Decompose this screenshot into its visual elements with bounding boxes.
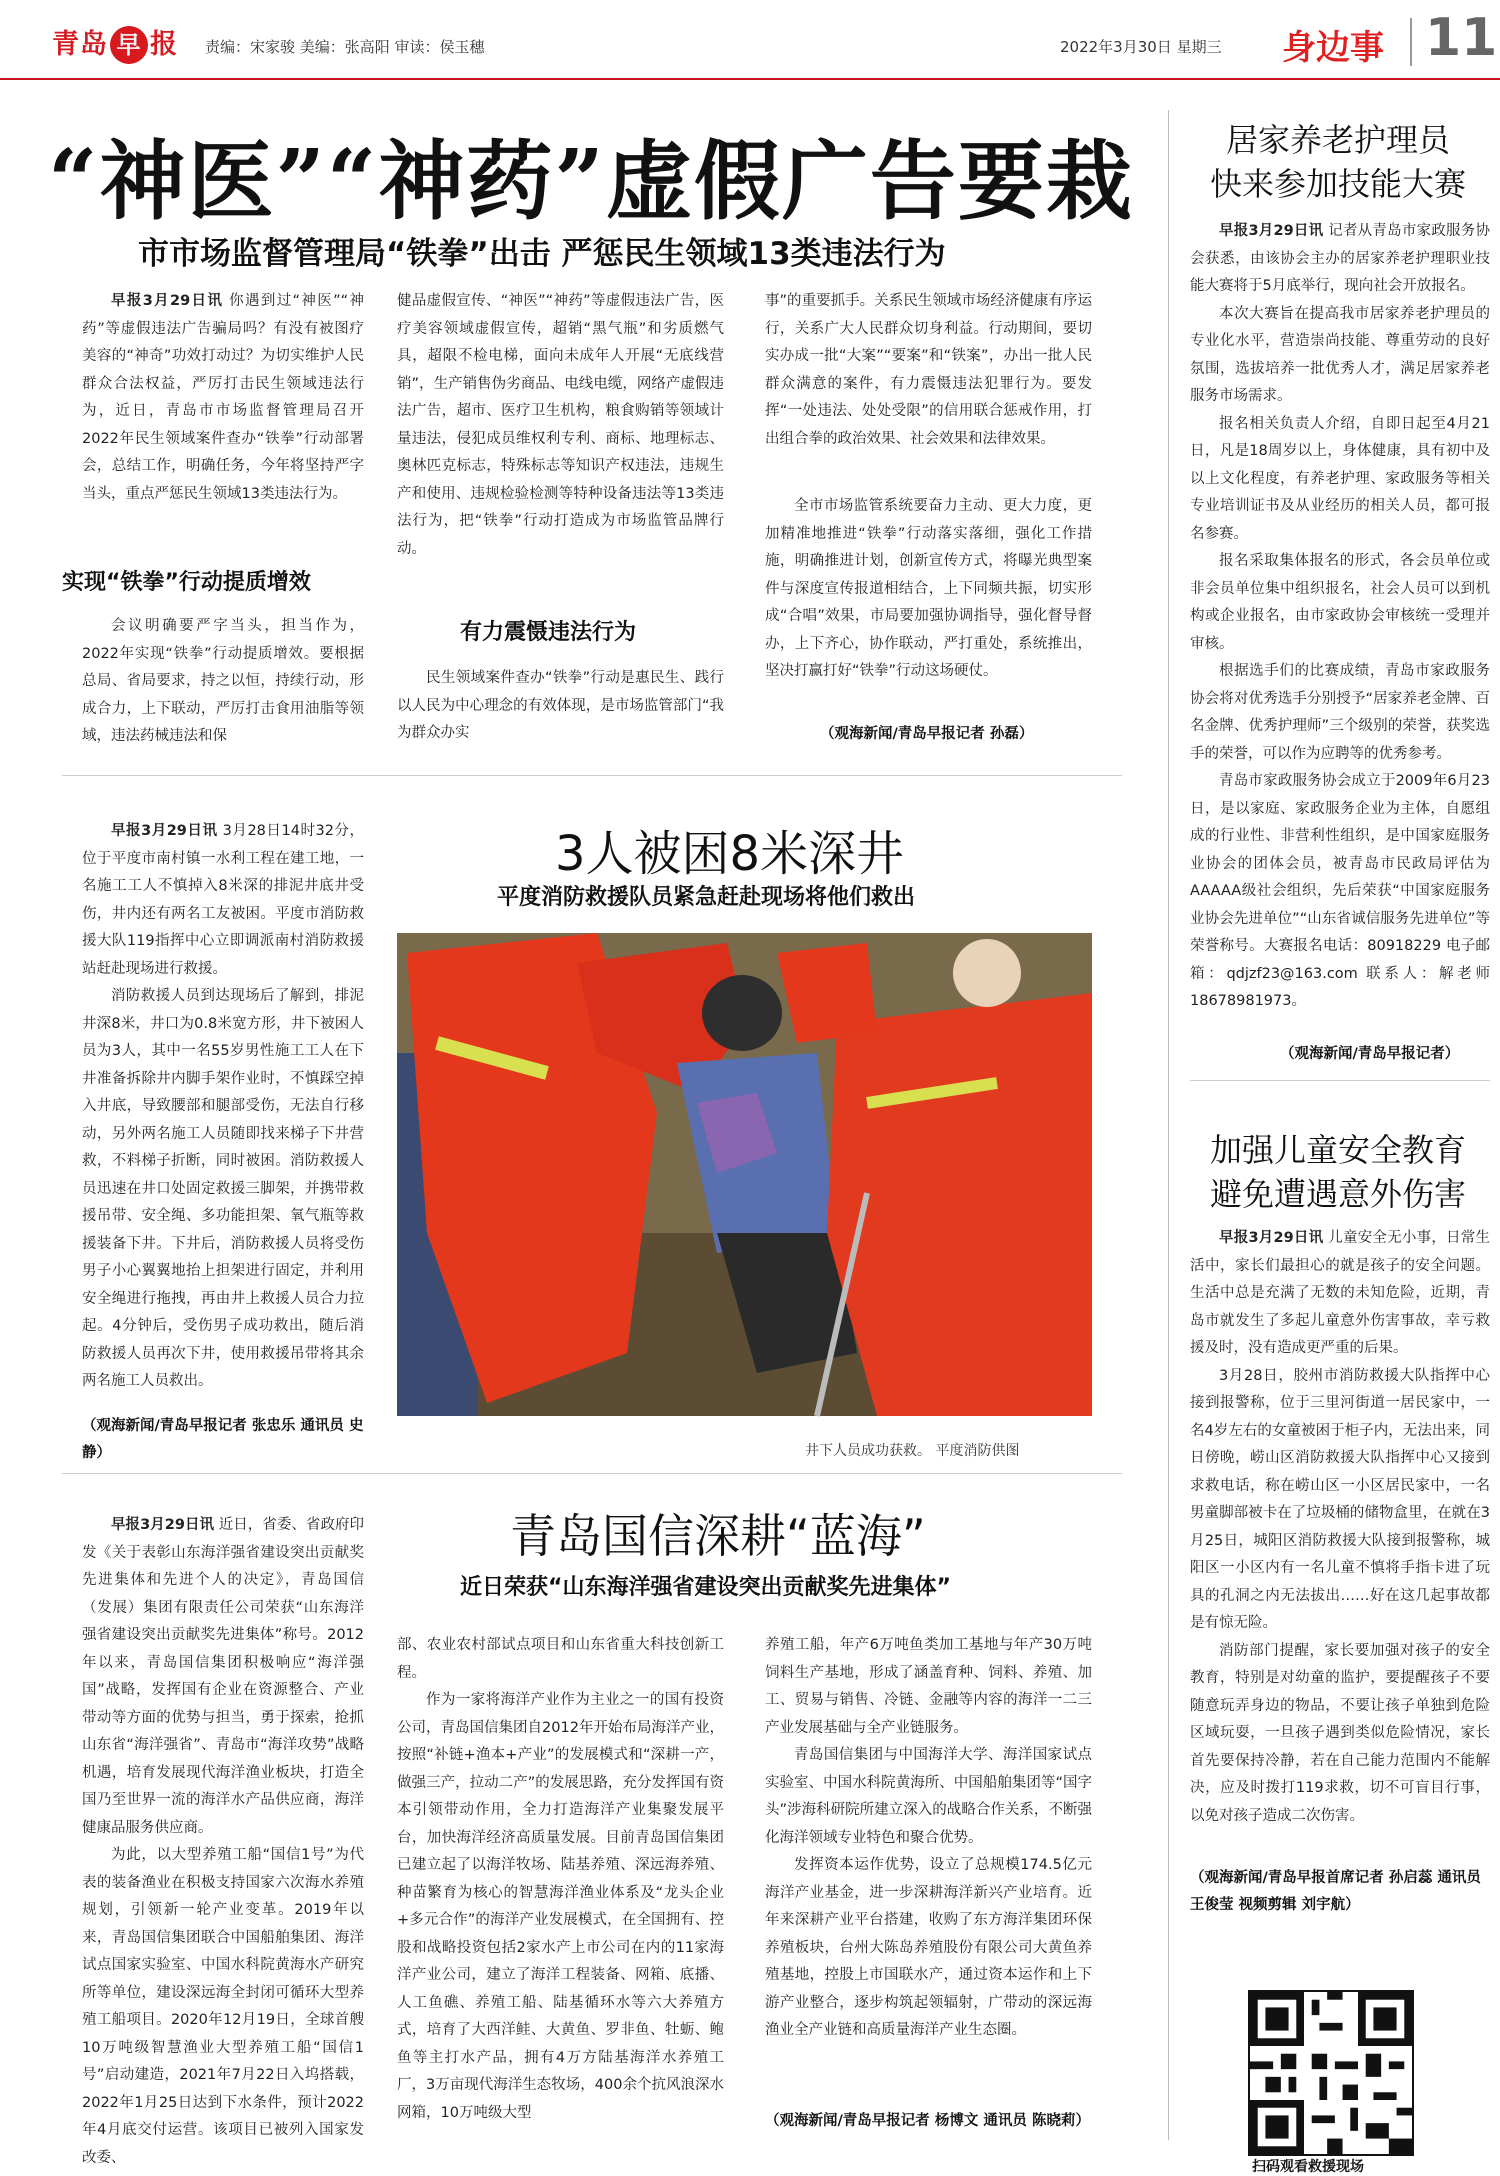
sidebar1-byline: （观海新闻/青岛早报记者）: [1280, 1046, 1460, 1062]
article2-subtitle: 平度消防救援队员紧急赶赴现场将他们救出: [497, 885, 916, 910]
sidebar1-text: 记者从青岛市家政服务协会获悉，由该协会主办的居家养老护理职业技能大赛将于5月底举行，现向社会开放报名。: [1190, 223, 1491, 294]
sidebar1-title-line1: 居家养老护理员: [1225, 121, 1450, 159]
page-number: 11: [1425, 8, 1498, 68]
article1-subtitle: 市市场监督管理局“铁拳”出击 严惩民生领域13类违法行为: [138, 236, 946, 272]
qr-code-pattern: [1250, 1992, 1412, 2154]
article1-col2-part2: [397, 665, 724, 747]
article3-dateline: 早报3月29日讯: [111, 1517, 215, 1533]
article1-col2: [397, 288, 724, 588]
article2-byline: （观海新闻/青岛早报记者 张忠乐 通讯员 史静）: [82, 1418, 364, 1461]
article1-col1-part2: [82, 613, 364, 748]
sidebar1-text3: 报名相关负责人介绍，自即日起至4月21日，凡是18周岁以上，身体健康，具有初中及以上文化程度，有养老护理、家政服务等相关专业培训证书及从业经历的相关人员，都可报名参赛。: [1190, 415, 1490, 542]
newspaper-logo: [52, 22, 178, 64]
article1-col1: [82, 288, 364, 558]
sidebar1-title-line2: 快来参加技能大赛: [1209, 165, 1466, 203]
divider: [62, 775, 1122, 776]
divider: [62, 1473, 1122, 1474]
divider: [1190, 1080, 1490, 1081]
sidebar1-text5: 根据选手们的比赛成绩，青岛市家政服务协会将对优秀选手分别授予“居家养老金牌、百名金牌、优秀护理师”三个级别的荣誉，获奖选手的荣誉，可以作为应聘等的优秀参考。: [1190, 663, 1490, 762]
qr-code[interactable]: [1248, 1990, 1414, 2156]
article1-col1-text: 你遇到过“神医”“神药”等虚假违法广告骗局吗？有没有被图疗美容的“神奇”功效打动过？为切实维护人民群众合法权益，严厉打击民生领域违法行为，近日，青岛市市场监督管理局召开2022年民生领域案件查办“铁拳”行动部署会，总结工作，明确任务，今年将坚持严字当头，重点严惩民生领域13类违法行为。: [82, 293, 364, 502]
article1-subhead2: 有力震慑违法行为: [460, 620, 637, 645]
article1-col2-text2: 民生领域案件查办“铁拳”行动是惠民生、践行以人民为中心理念的有效体现，是市场监管部门“我为群众办实: [397, 670, 724, 741]
article1-col3-text: 事”的重要抓手。关系民生领域市场经济健康有序运行，关系广大人民群众切身利益。行动期间，要切实办成一批“大案”“要案”和“铁案”，办出一批人民群众满意的案件，有力震慑违法犯罪行为。要发挥“一处违法、处处受限”的信用联合惩戒作用，打出组合拳的政治效果、社会效果和法律效果。: [765, 293, 1092, 447]
article3-subtitle: 近日荣获“山东海洋强省建设突出贡献奖先进集体”: [460, 1575, 951, 1600]
sidebar1-body: [1190, 218, 1490, 1038]
article3-col2-text2: 作为一家将海洋产业作为主业之一的国有投资公司，青岛国信集团自2012年开始布局海洋产业，按照“补链+渔本+产业”的发展模式和“深耕一产，做强三产，拉动二产”的发展思路，充分发挥国有资本引领带动作用，全力打造海洋产业集聚发展平台，加快海洋经济高质量发展。目前青岛国信集团已建立起了以海洋牧场、陆基养殖、深远海养殖、种苗繁育为核心的智慧海洋渔业体系及“龙头企业+多元合作”的海洋产业发展模式，在全国拥有、控股和战略投资包括2家水产上市公司在内的11家海洋产业公司，建立了海洋工程装备、网箱、底播、人工鱼礁、养殖工船、陆基循环水等六大养殖方式，培育了大西洋鲑、大黄鱼、罗非鱼、牡蛎、鲍鱼等主打水产品，拥有4万方陆基海洋水养殖工厂，3万亩现代海洋生态牧场，400余个抗风浪深水网箱，10万吨级大型: [397, 1692, 724, 2121]
sidebar1-text6: 青岛市家政服务协会成立于2009年6月23日，是以家庭、家政服务企业为主体，自愿组成的行业性、非营利性组织，是中国家庭服务业协会的团体会员，被青岛市民政局评估为AAAAA级社会组织，先后荣获“中国家庭服务业协会先进单位”“山东省诚信服务先进单位”等荣誉称号。大赛报名电话：80918229 电子邮箱：qdjzf23@163.com 联系人：解老师18678981973。: [1190, 773, 1490, 1009]
issue-date: 2022年3月30日 星期三: [1060, 38, 1222, 56]
section-name: 身边事: [1282, 28, 1384, 68]
article2-text2: 消防救援人员到达现场后了解到，排泥井深8米，井口为0.8米宽方形，井下被困人员为3人，其中一名55岁男性施工工人在下井准备拆除井内脚手架作业时，不慎踩空掉入井底，导致腰部和腿部受伤，无法自行移动，另外两名施工人员随即找来梯子下井营救，不料梯子折断，同时被困。消防救援人员迅速在井口处固定救援三脚架，并携带救援吊带、安全绳、多功能担架、氧气瓶等救援装备下井。下井后，消防救援人员将受伤男子小心翼翼地抬上担架进行固定，并利用安全绳进行拖拽，再由井上救援人员合力拉起。4分钟后，受伤男子成功救出，随后消防救援人员再次下井，使用救援吊带将其余两名施工人员救出。: [82, 988, 364, 1389]
sidebar2-title: [1188, 1128, 1488, 1216]
sidebar2-title-line1: 加强儿童安全教育: [1209, 1131, 1466, 1169]
logo-left: 青岛: [52, 29, 108, 60]
sidebar2-byline: （观海新闻/青岛早报首席记者 孙启蕊 通讯员 王俊莹 视频剪辑 刘宇航）: [1190, 1870, 1481, 1913]
logo-badge: 早: [110, 26, 148, 64]
sidebar1-text4: 报名采取集体报名的形式，各会员单位或非会员单位集中组织报名，社会人员可以到机构或企业报名，由市家政协会审核统一受理并审核。: [1190, 553, 1490, 652]
article1-col1-text2: 会议明确要严字当头，担当作为，2022年实现“铁拳”行动提质增效。要根据总局、省局要求，持之以恒，持续行动，形成合力，上下联动，严厉打击食用油脂等领域，违法药械违法和保: [82, 618, 364, 744]
article1-col3-text2: 全市市场监管系统要奋力主动、更大力度，更加精准地推进“铁拳”行动落实落细，强化工作措施，明确推进计划，创新宣传方式，将曝光典型案件与深度宣传报道相结合，上下同频共振，切实形成“合唱”效果，市局要加强协调指导，强化督导督办，上下齐心，协作联动，严打重处，系统推出，坚决打赢打好“铁拳”行动这场硬仗。: [765, 498, 1092, 679]
article2-body: [82, 818, 364, 1443]
sidebar2-title-line2: 避免遭遇意外伤害: [1209, 1175, 1466, 1213]
sidebar2-body: [1190, 1225, 1490, 1860]
article3-col3: [765, 1632, 1092, 2102]
photo-caption: 井下人员成功获救。 平度消防供图: [805, 1443, 1020, 1459]
article3-col1: [82, 1512, 365, 2166]
sidebar1-title: [1188, 118, 1488, 206]
editors-line: 责编：宋家骏 美编：张高阳 审读：侯玉穗: [205, 38, 485, 56]
article1-title: “神医”“神药”虚假广告要栽: [48, 131, 1134, 232]
column-rule: [1168, 110, 1169, 2140]
sidebar2-text: 儿童安全无小事，日常生活中，家长们最担心的就是孩子的安全问题。生活中总是充满了无数的未知危险，近期，青岛市就发生了多起儿童意外伤害事故，幸亏救援及时，没有造成更严重的后果。: [1190, 1230, 1491, 1356]
article3-col3-text3: 发挥资本运作优势，设立了总规模174.5亿元海洋产业基金，进一步深耕海洋新兴产业培育。近年来深耕产业平台搭建，收购了东方海洋集团环保养殖板块，台州大陈岛养殖股份有限公司大黄鱼养殖基地，控股上市国联水产，通过资本运作和上下游产业整合，逐步构筑起领辐射，广带动的深远海渔业全产业链和高质量海洋产业生态圈。: [765, 1857, 1092, 2038]
article3-col1-text: 近日，省委、省政府印发《关于表彰山东海洋强省建设突出贡献奖先进集体和先进个人的决定》，青岛国信（发展）集团有限责任公司荣获“山东海洋强省建设突出贡献奖先进集体”称号。2012年以来，青岛国信集团积极响应“海洋强国”战略，发挥国有企业在资源整合、产业带动等方面的优势与担当，勇于探索，抢抓山东省“海洋强省”、青岛市“海洋攻势”战略机遇，培育发展现代海洋渔业板块，打造全国乃至世界一流的海洋水产品供应商，海洋健康品服务供应商。: [82, 1517, 365, 1836]
article1-col2-text: 健品虚假宣传、“神医”“神药”等虚假违法广告，医疗美容领域虚假宣传，超销“黑气瓶”和劣质燃气具，超限不检电梯，面向未成年人开展“无底线营销”，生产销售伪劣商品、电线电缆，网络产虚假违法广告，超市、医疗卫生机构，粮食购销等领域计量违法，侵犯成员维权利专利、商标、地理标志、奥林匹克标志，特殊标志等知识产权违法，违规生产和使用、违规检验检测等特种设备违法等13类违法行为，把“铁拳”行动打造成为市场监管品牌行动。: [397, 293, 724, 557]
article1-subhead1: 实现“铁拳”行动提质增效: [62, 570, 311, 595]
rescue-photo: [397, 933, 1092, 1416]
article2-dateline: 早报3月29日讯: [111, 823, 218, 839]
article3-col2-text: 部、农业农村部试点项目和山东省重大科技创新工程。: [397, 1637, 724, 1681]
sidebar1-text2: 本次大赛旨在提高我市居家养老护理员的专业化水平，营造崇尚技能、尊重劳动的良好氛围，选拔培养一批优秀人才，满足居家养老服务市场需求。: [1190, 305, 1490, 404]
article1-byline: （观海新闻/青岛早报记者 孙磊）: [820, 726, 1034, 742]
article3-byline: （观海新闻/青岛早报记者 杨博文 通讯员 陈晓莉）: [765, 2113, 1090, 2129]
article3-col1-text2: 为此，以大型养殖工船“国信1号”为代表的装备渔业在积极支持国家六次海水养殖规划，引领新一轮产业变革。2019年以来，青岛国信集团联合中国船舶集团、海洋试点国家实验室、中国水科院黄海水产研究所等单位，建设深远海全封闭可循环大型养殖工船项目。2020年12月19日，全球首艘10万吨级智慧渔业大型养殖工船“国信1号”启动建造，2021年7月22日入坞搭载，2022年1月25日达到下水条件，预计2022年4月底交付运营。该项目已被列入国家发改委、: [82, 1847, 364, 2166]
article1-col3: [765, 288, 1092, 453]
masthead-divider: [1410, 18, 1412, 66]
article2-text: 3月28日14时32分，位于平度市南村镇一水利工程在建工地，一名施工工人不慎掉入8米深的排泥井底井受伤，井内还有两名工友被困。平度市消防救援大队119指挥中心立即调派南村消防救援站赶赴现场进行救援。: [82, 823, 364, 977]
article3-col2: [397, 1632, 724, 2152]
article3-col3-text2: 青岛国信集团与中国海洋大学、海洋国家试点实验室、中国水科院黄海所、中国船舶集团等“国字头”涉海科研院所建立深入的战略合作关系，不断强化海洋领域专业特色和聚合优势。: [765, 1747, 1092, 1846]
sidebar2-text2: 3月28日，胶州市消防救援大队指挥中心接到报警称，位于三里河街道一居民家中，一名4岁左右的女童被困于柜子内，无法出来，同日傍晚，崂山区消防救援大队指挥中心又接到求救电话，称在崂山区一小区居民家中，一名男童脚部被卡在了垃圾桶的储物盒里，在就在3月25日，城阳区消防救援大队接到报警称，城阳区一小区内有一名儿童不慎将手指卡进了玩具的孔洞之内无法拔出……好在这几起事故都是有惊无险。: [1190, 1367, 1490, 1631]
qr-caption: 扫码观看救援现场: [1252, 2159, 1364, 2175]
rescue-photo-illustration: [397, 933, 1092, 1416]
article3-col3-text: 养殖工船，年产6万吨鱼类加工基地与年产30万吨饲料生产基地，形成了涵盖育种、饲料、养殖、加工、贸易与销售、冷链、金融等内容的海洋一二三产业发展基础与全产业链服务。: [765, 1637, 1092, 1736]
article3-title: 青岛国信深耕“蓝海”: [510, 1509, 926, 1563]
article1-dateline: 早报3月29日讯: [111, 293, 224, 309]
logo-right: 报: [150, 29, 178, 60]
sidebar2-text3: 消防部门提醒，家长要加强对孩子的安全教育，特别是对幼童的监护，要提醒孩子不要随意玩弄身边的物品，不要让孩子单独到危险区域玩耍，一旦孩子遇到类似危险情况，家长首先要保持冷静，若在自己能力范围内不能解决，应及时拨打119求救，切不可盲目行事，以免对孩子造成二次伤害。: [1190, 1642, 1490, 1824]
article2-title: 3人被困8米深井: [555, 826, 905, 882]
sidebar2-dateline: 早报3月29日讯: [1219, 1230, 1324, 1246]
article1-col3-part2: [765, 493, 1092, 713]
sidebar1-dateline: 早报3月29日讯: [1219, 223, 1324, 239]
